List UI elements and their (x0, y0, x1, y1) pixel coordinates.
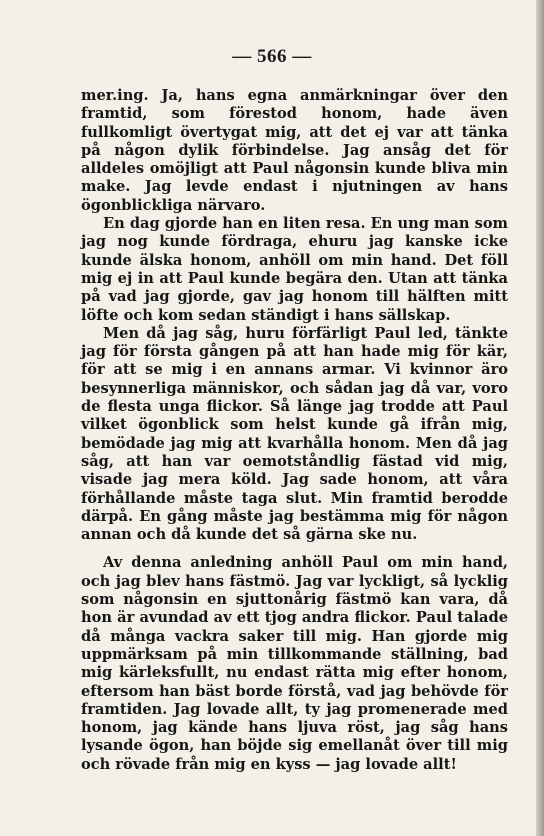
paragraph: En dag gjorde han en liten resa. En ung man som jag nog kunde fördraga, ehuru jag kanske icke kunde älska honom, anhöll om min hand. Det föll mig ej in att Paul kunde begära den. Utan att tänka på vad jag gjorde, gav jag honom till hälften mitt löfte och kom sedan ständigt i hans sällskap. (81, 215, 508, 324)
paragraph: Av denna anledning anhöll Paul om min hand, och jag blev hans fästmö. Jag var lyckligt, så lycklig som någonsin en sjuttonårig fästmö kan vara, då hon är avundad av ett tjog andra flickor. Paul talade då många vackra saker till mig. Han gjorde mig uppmärksam på min tillkommande ställning, bad mig kärleksfullt, nu endast rätta mig efter honom, eftersom han bäst borde förstå, vad jag behövde för framtiden. Jag lovade allt, ty jag promenerade med honom, jag kände hans ljuva röst, jag såg hans lysande ögon, han böjde sig emellanåt över till mig och rövade från mig en kyss — jag lovade allt! (81, 554, 508, 773)
body-text (81, 87, 508, 774)
paragraph: Men då jag såg, huru förfärligt Paul led, tänkte jag för första gången på att han hade mig för kär, för att se mig i en annans armar. Vi kvinnor äro besynnerliga människor, och sådan jag då var, voro de flesta unga flickor. Så länge jag trodde att Paul vilket ögonblick som helst kunde gå ifrån mig, bemödade jag mig att kvarhålla honom. Men då jag såg, att han var oemotståndlig fästad vid mig, visade jag mera köld. Jag sade honom, att våra förhållande måste taga slut. Min framtid berodde därpå. En gång måste jag bestämma mig för någon annan och då kunde det så gärna ske nu. (81, 324, 508, 544)
page-edge-shadow (536, 0, 544, 836)
paragraph-continuation: mer.ing. Ja, hans egna anmärkningar över den framtid, som förestod honom, hade även fullkomligt övertygat mig, att det ej var att tänka på någon dylik förbindelse. Jag ansåg det för alldeles omöjligt att Paul någonsin kunde bliva min make. Jag levde endast i njutningen av hans ögonblickliga närvaro. (81, 87, 508, 214)
page-number: — 566 — (232, 46, 312, 67)
